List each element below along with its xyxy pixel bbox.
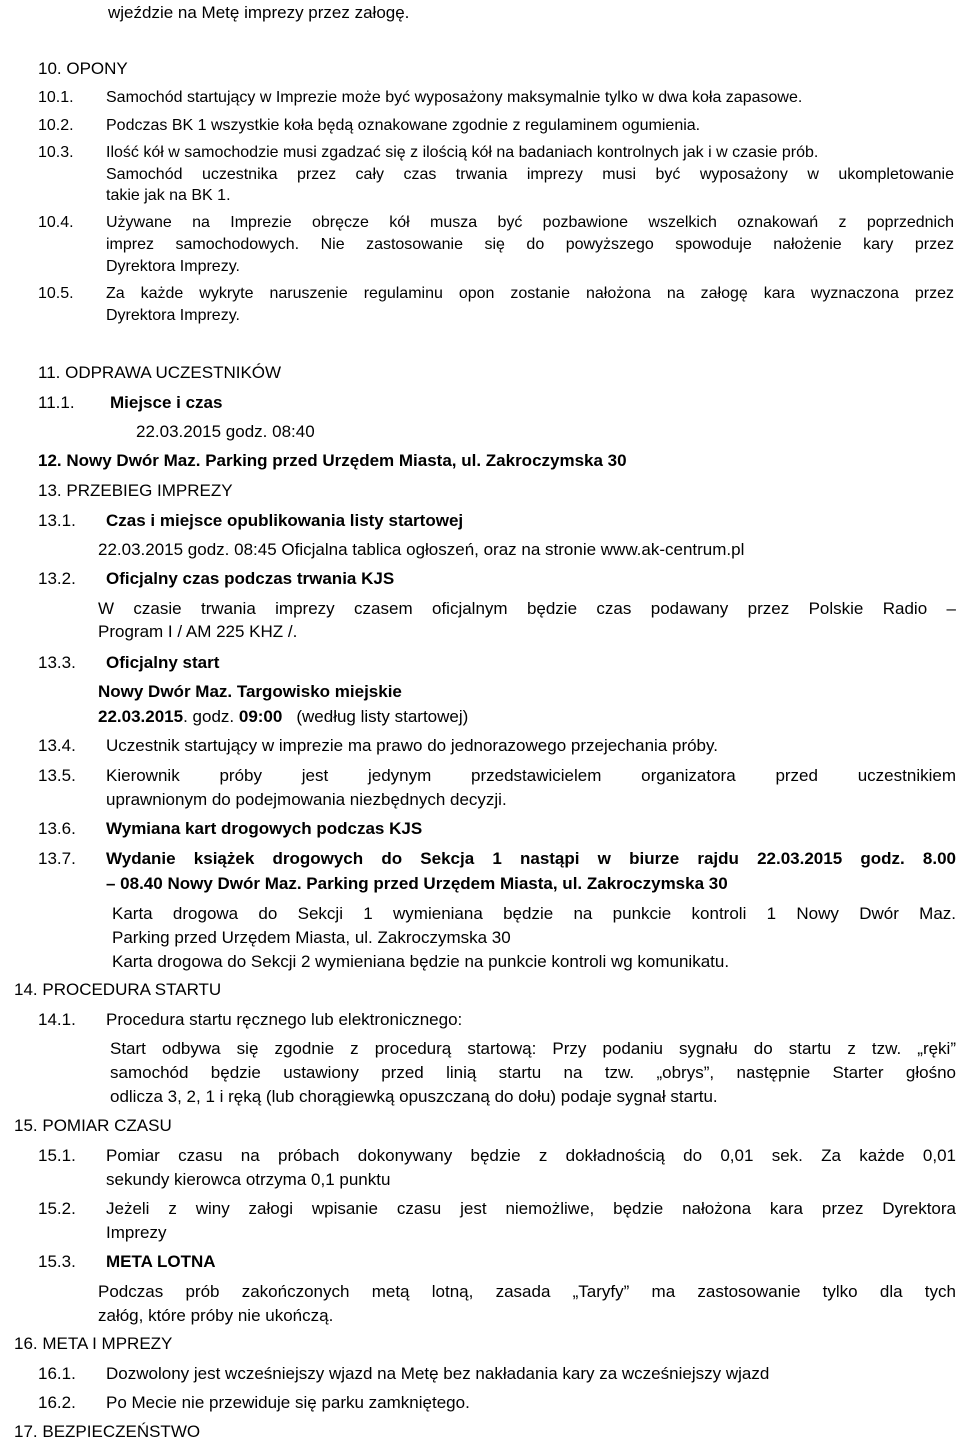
item-number: 13.6. [38,819,76,838]
item-number: 14.1. [38,1010,76,1029]
section-17-heading: 17. BEZPIECZEŃSTWO [14,1422,201,1441]
item-number: 10.3. [38,144,74,161]
item-text: Za każde wykryte naruszenie regulaminu opon zostanie nałożona na załogę kara wyznaczona przez [106,285,954,302]
item-label: Oficjalny start [106,653,220,672]
item-label: Czas i miejsce opublikowania listy startowej [106,511,464,530]
item-label: – 08.40 Nowy Dwór Maz. Parking przed Urzędem Miasta, ul. Zakroczymska 30 [106,874,728,893]
item-text: W czasie trwania imprezy czasem oficjalnym będzie czas podawany przez Polskie Radio – [98,599,956,618]
item-text: Start odbywa się zgodnie z procedurą startową: Przy podaniu sygnału do startu z tzw. „ręki” [110,1039,956,1058]
item-number: 13.1. [38,511,76,530]
item-text: imprez samochodowych. Nie zastosowanie się do powyższego spowoduje nałożenie kary przez [106,236,954,253]
item-number: 15.1. [38,1146,76,1165]
item-text: Podczas prób zakończonych metą lotną, zasada „Taryfy” ma zastosowanie tylko dla tych [98,1282,956,1301]
item-text: Uczestnik startujący w imprezie ma prawo do jednorazowego przejechania próby. [106,736,718,755]
start-godz-label: . godz. [183,707,239,726]
section-13-heading: 13. PRZEBIEG IMPREZY [38,481,233,500]
item-text: Ilość kół w samochodzie musi zgadzać się z ilością kół na badaniach kontrolnych jak i w czasie prób. [106,144,819,161]
item-text: Parking przed Urzędem Miasta, ul. Zakroczymska 30 [112,928,511,947]
item-text: załóg, które próby nie ukończą. [98,1306,334,1325]
start-note: (według listy startowej) [296,707,469,726]
item-text: Kierownik próby jest jedynym przedstawicielem organizatora przed uczestnikiem [106,766,956,785]
item-number: 13.5. [38,766,76,785]
item-text: Dyrektora Imprezy. [106,258,240,275]
item-text: Imprezy [106,1223,167,1242]
item-number: 10.1. [38,89,74,106]
item-text: 22.03.2015 godz. 08:40 [136,422,315,441]
section-12-heading: 12. Nowy Dwór Maz. Parking przed Urzędem Miasta, ul. Zakroczymska 30 [38,451,627,470]
item-number: 13.2. [38,569,76,588]
item-number: 11.1. [38,393,75,412]
item-text: Karta drogowa do Sekcji 1 wymieniana będzie na punkcie kontroli 1 Nowy Dwór Maz. [112,904,956,923]
item-text: Jeżeli z winy załogi wpisanie czasu jest niemożliwe, będzie nałożona kara przez Dyrektora [106,1199,956,1218]
start-time: 09:00 [238,707,283,726]
item-text: Program I / AM 225 KHZ /. [98,622,298,641]
section-14-heading: 14. PROCEDURA STARTU [14,980,222,999]
start-time-line [98,708,468,725]
item-number: 15.2. [38,1199,76,1218]
item-label: META LOTNA [106,1252,216,1271]
item-number: 16.1. [38,1364,76,1383]
item-text: Karta drogowa do Sekcji 2 wymieniana będzie na punkcie kontroli wg komunikatu. [112,952,730,971]
item-number: 13.4. [38,736,76,755]
item-label: Wydanie książek drogowych do Sekcja 1 nastąpi w biurze rajdu 22.03.2015 godz. 8.00 [106,849,956,868]
item-text: Podczas BK 1 wszystkie koła będą oznakowane zgodnie z regulaminem ogumienia. [106,117,701,134]
item-number: 10.4. [38,214,74,231]
item-label: Oficjalny czas podczas trwania KJS [106,569,395,588]
item-text: Dozwolony jest wcześniejszy wjazd na Metę bez nakładania kary za wcześniejszy wjazd [106,1364,770,1383]
item-text: Po Mecie nie przewiduje się parku zamkniętego. [106,1393,470,1412]
item-text: Samochód uczestnika przez cały czas trwania imprezy musi być wyposażony w ukompletowanie [106,166,954,183]
item-text: Dyrektora Imprezy. [106,307,240,324]
item-text: sekundy kierowca otrzyma 0,1 punktu [106,1170,391,1189]
item-text: samochód będzie ustawiony przed linią startu na tzw. „obrys”, następnie Starter głośno [110,1063,956,1082]
item-text: uprawnionym do podejmowania niezbędnych decyzji. [106,790,507,809]
item-number: 10.5. [38,285,74,302]
item-text: Procedura startu ręcznego lub elektronicznego: [106,1010,463,1029]
start-place: Nowy Dwór Maz. Targowisko miejskie [98,682,402,701]
item-text: takie jak na BK 1. [106,187,231,204]
item-label: Wymiana kart drogowych podczas KJS [106,819,423,838]
item-text: odlicza 3, 2, 1 i ręką (lub chorągiewką opuszczaną do dołu) podaje sygnał startu. [110,1087,718,1106]
section-10-heading: 10. OPONY [38,59,128,78]
item-number: 10.2. [38,117,74,134]
start-date: 22.03.2015 [98,707,184,726]
item-number: 13.7. [38,849,76,868]
item-text: Używane na Imprezie obręcze kół musza być pozbawione wszelkich oznakowań z poprzednich [106,214,954,231]
item-label: Miejsce i czas [110,393,223,412]
item-text: Samochód startujący w Imprezie może być wyposażony maksymalnie tylko w dwa koła zapasowe. [106,89,803,106]
continuation-line: wjeździe na Metę imprezy przez załogę. [108,3,410,22]
section-11-heading: 11. ODPRAWA UCZESTNIKÓW [38,363,282,382]
item-number: 16.2. [38,1393,76,1412]
item-text: Pomiar czasu na próbach dokonywany będzie z dokładnością do 0,01 sek. Za każde 0,01 [106,1146,956,1165]
section-16-heading: 16. META I MPREZY [14,1334,173,1353]
section-15-heading: 15. POMIAR CZASU [14,1116,172,1135]
item-number: 13.3. [38,653,76,672]
item-number: 15.3. [38,1252,76,1271]
item-text: 22.03.2015 godz. 08:45 Oficjalna tablica ogłoszeń, oraz na stronie www.ak-centrum.pl [98,540,745,559]
